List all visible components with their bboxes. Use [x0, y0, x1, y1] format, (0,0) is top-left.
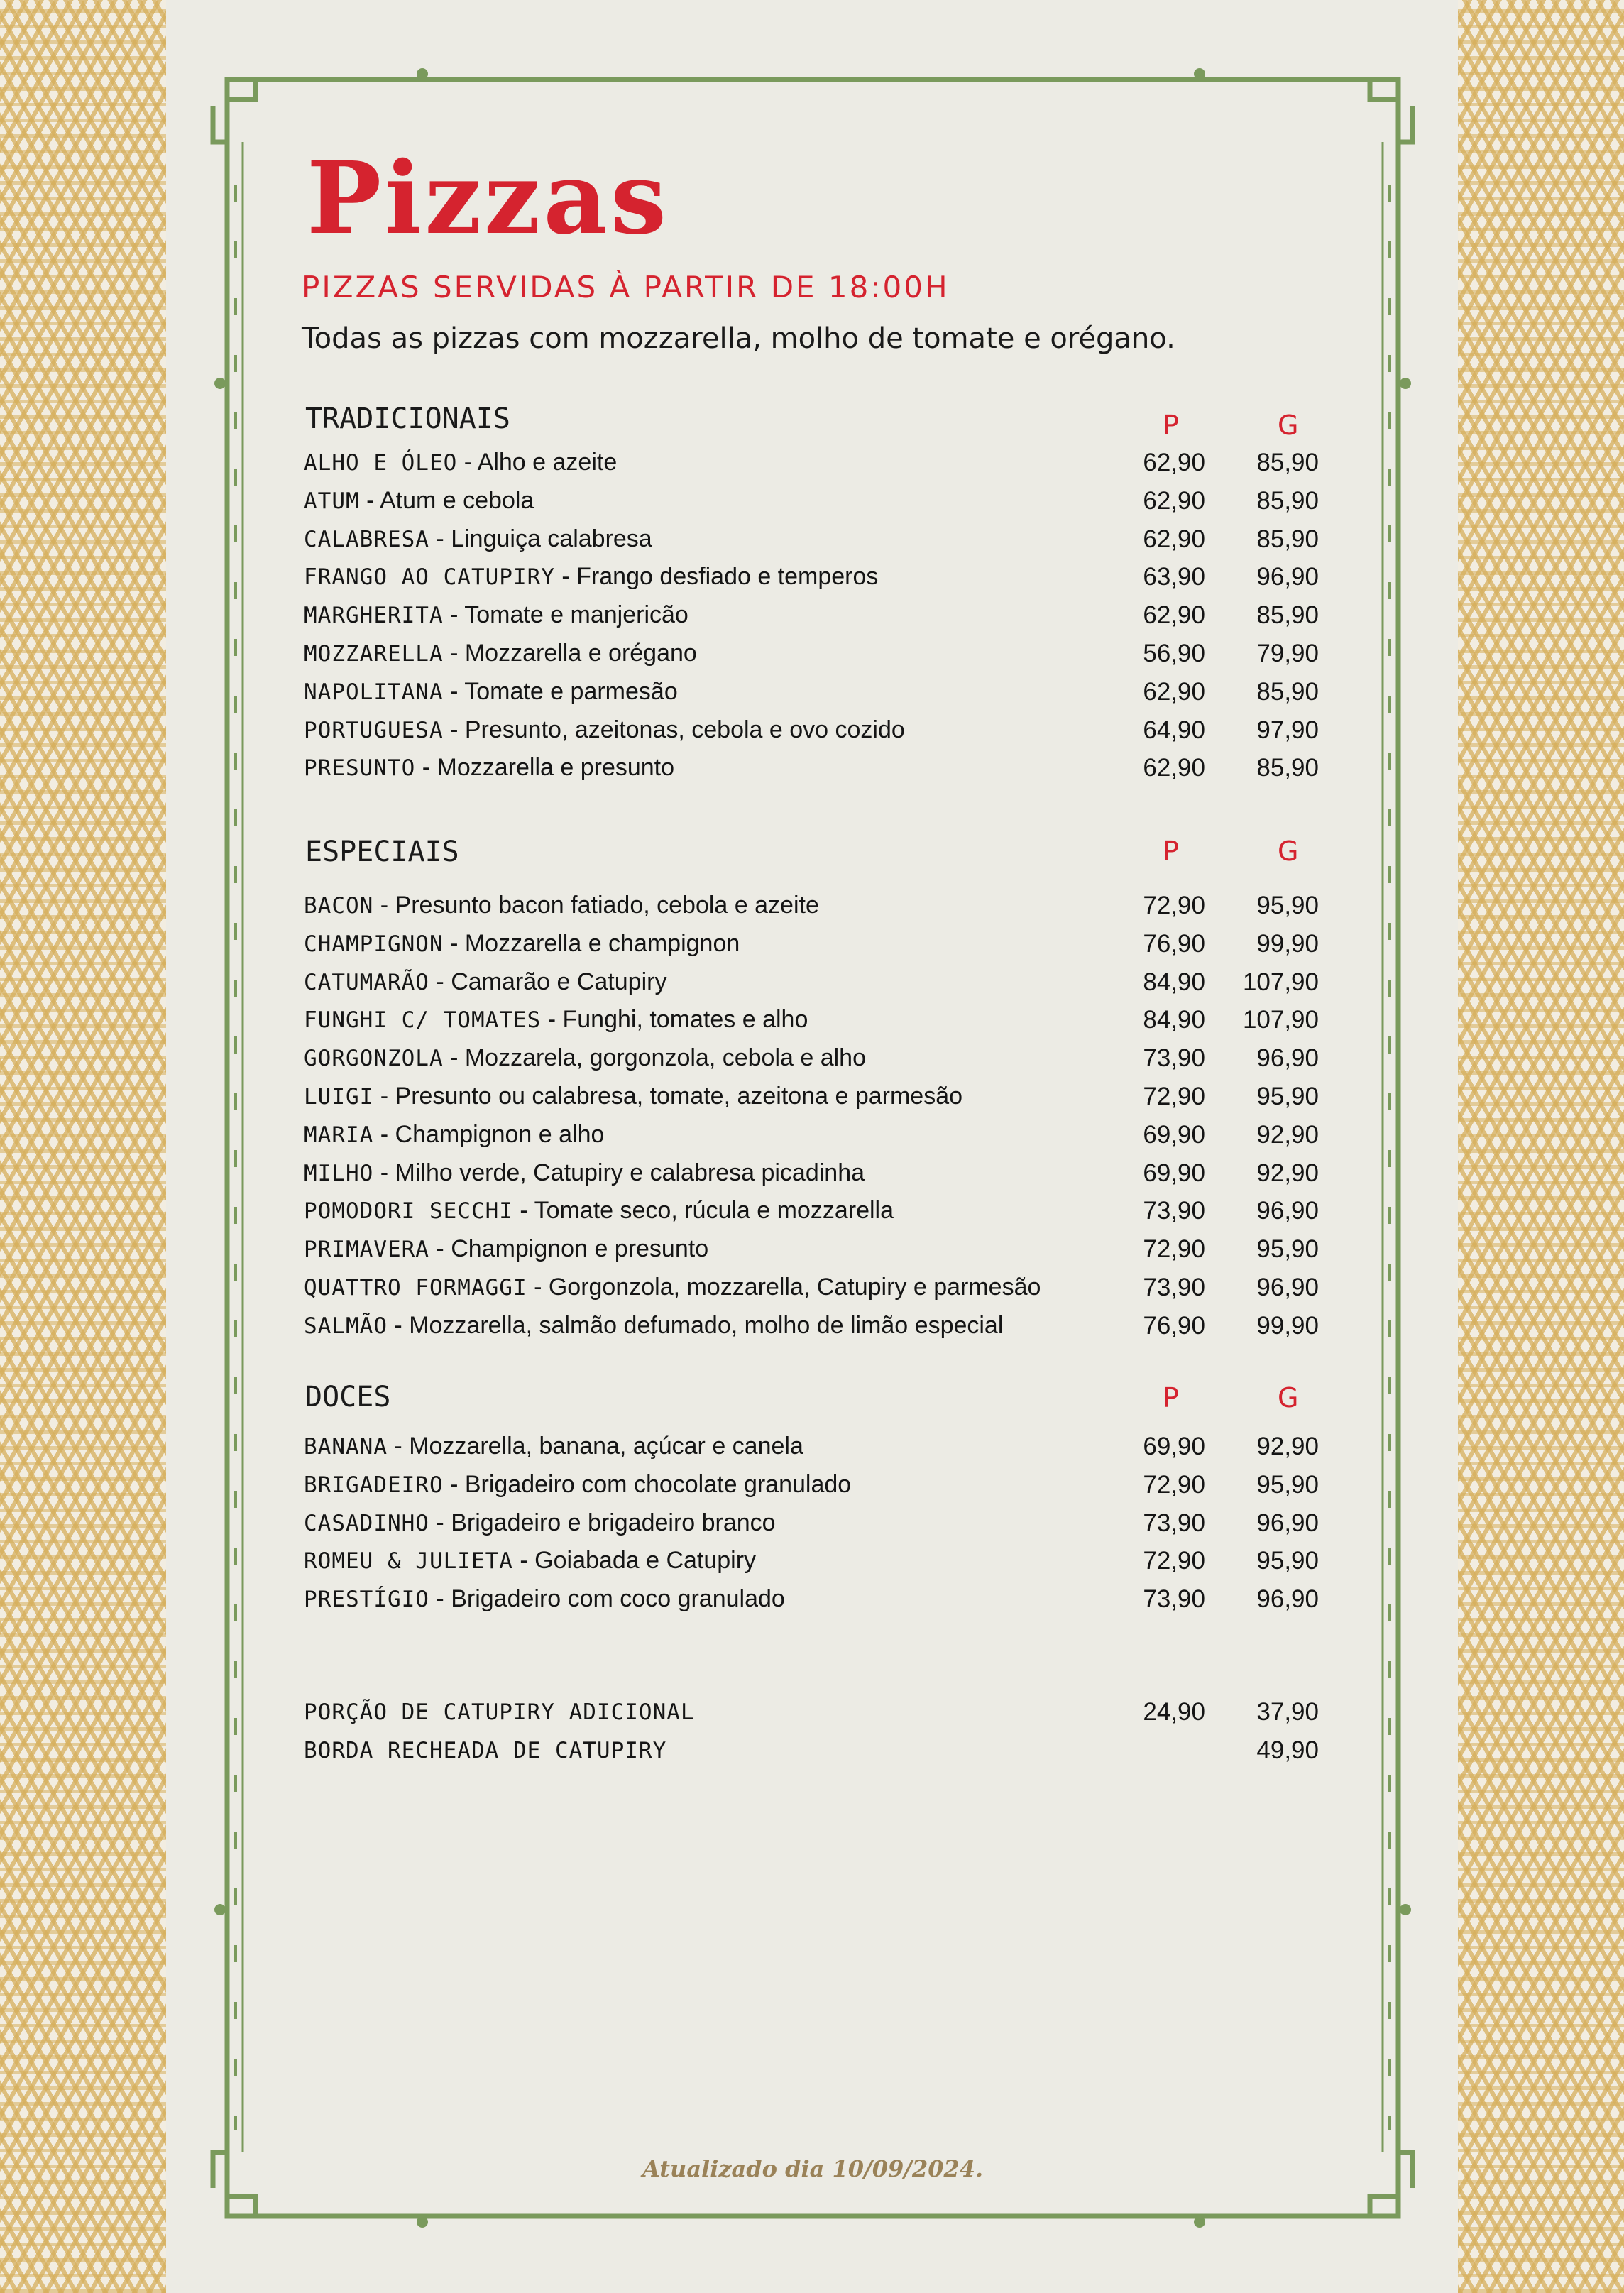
menu-item-text — [304, 1006, 808, 1034]
extra-item-text — [304, 1736, 666, 1764]
menu-item-name: MARIA — [304, 1122, 374, 1148]
extra-price-g: 37,90 — [1256, 1698, 1319, 1726]
menu-item-row — [304, 1433, 1326, 1468]
price-p: 72,90 — [1143, 1470, 1205, 1499]
menu-item-text — [304, 1509, 776, 1537]
price-p: 73,90 — [1143, 1197, 1205, 1225]
price-p: 69,90 — [1143, 1120, 1205, 1149]
price-p: 63,90 — [1143, 563, 1205, 591]
menu-item-row — [304, 1274, 1326, 1309]
price-g: 95,90 — [1256, 1083, 1319, 1110]
price-p: 76,90 — [1143, 1311, 1205, 1340]
menu-item-description: - Mozzarella, banana, açúcar e canela — [387, 1433, 803, 1460]
menu-item-row — [304, 754, 1326, 789]
extra-item-name: PORÇÃO DE CATUPIRY ADICIONAL — [304, 1700, 695, 1725]
menu-item-text — [304, 525, 652, 553]
menu-item-row — [304, 449, 1326, 484]
menu-item-row — [304, 601, 1326, 637]
menu-item-name: PRESUNTO — [304, 755, 416, 782]
menu-item-row — [304, 1121, 1326, 1156]
price-g: 99,90 — [1256, 1311, 1319, 1340]
column-label-p: P — [1163, 836, 1179, 867]
menu-item-row — [304, 563, 1326, 598]
menu-item-description: - Tomate e parmesão — [443, 677, 678, 705]
price-p: 84,90 — [1143, 1006, 1205, 1034]
menu-item-name: PRIMAVERA — [304, 1237, 429, 1263]
page-subtitle: PIZZAS SERVIDAS À PARTIR DE 18:00H — [302, 270, 950, 305]
price-g: 85,90 — [1256, 677, 1319, 706]
price-p: 73,90 — [1143, 1044, 1205, 1073]
price-p: 72,90 — [1143, 1547, 1205, 1575]
menu-item-name: CASADINHO — [304, 1510, 429, 1536]
menu-item-row — [304, 1509, 1326, 1545]
menu-item-description: - Presunto, azeitonas, cebola e ovo cozido — [443, 716, 905, 743]
menu-item-row — [304, 968, 1326, 1004]
menu-item-text — [304, 1471, 851, 1499]
price-p: 73,90 — [1143, 1585, 1205, 1614]
extra-item-row — [304, 1698, 1326, 1734]
menu-item-text — [304, 601, 688, 629]
menu-item-row — [304, 1006, 1326, 1041]
menu-item-text — [304, 1121, 604, 1149]
price-p: 62,90 — [1143, 601, 1205, 630]
price-g: 95,90 — [1256, 1547, 1319, 1575]
price-g: 96,90 — [1256, 1585, 1319, 1614]
price-g: 95,90 — [1256, 1470, 1319, 1499]
price-g: 96,90 — [1256, 1274, 1319, 1301]
menu-item-text — [304, 930, 740, 958]
menu-item-text — [304, 1083, 962, 1110]
menu-item-row — [304, 1585, 1326, 1621]
price-p: 73,90 — [1143, 1274, 1205, 1301]
menu-item-text — [304, 678, 678, 706]
menu-item-text — [304, 1235, 708, 1263]
intro-text: Todas as pizzas com mozzarella, molho de tomate e orégano. — [302, 322, 1175, 355]
menu-item-description: - Presunto ou calabresa, tomate, azeitona e parmesão — [373, 1083, 963, 1110]
menu-item-row — [304, 1312, 1326, 1347]
menu-item-name: BACON — [304, 893, 374, 919]
extra-price-p: 24,90 — [1143, 1698, 1205, 1726]
menu-item-text — [304, 1044, 866, 1072]
menu-item-description: - Tomate e manjericão — [443, 601, 688, 629]
price-p: 69,90 — [1143, 1433, 1205, 1460]
price-g: 97,90 — [1256, 716, 1319, 744]
column-label-g: G — [1278, 1382, 1299, 1413]
price-g: 85,90 — [1256, 486, 1319, 515]
menu-item-text — [304, 1274, 1041, 1301]
section-title: TRADICIONAIS — [305, 403, 510, 435]
menu-item-description: - Presunto bacon fatiado, cebola e azeite — [373, 892, 819, 919]
menu-item-description: - Frango desfiado e temperos — [554, 563, 879, 591]
menu-item-row — [304, 1197, 1326, 1232]
menu-item-text — [304, 640, 697, 667]
price-g: 92,90 — [1256, 1433, 1319, 1460]
menu-item-description: - Gorgonzola, mozzarella, Catupiry e parmesão — [527, 1274, 1041, 1301]
menu-item-text — [304, 1159, 865, 1187]
updated-date: Atualizado dia 10/09/2024. — [642, 2155, 984, 2182]
price-p: 69,90 — [1143, 1159, 1205, 1187]
menu-item-description: - Mozzarella e presunto — [415, 754, 675, 782]
price-g: 92,90 — [1256, 1120, 1319, 1149]
price-g: 95,90 — [1256, 892, 1319, 919]
menu-item-description: - Milho verde, Catupiry e calabresa picadinha — [373, 1159, 865, 1186]
column-label-p: P — [1163, 1382, 1179, 1413]
menu-item-description: - Champignon e presunto — [429, 1235, 709, 1263]
menu-item-row — [304, 1235, 1326, 1271]
price-p: 72,90 — [1143, 892, 1205, 919]
menu-item-text — [304, 1585, 785, 1613]
menu-item-description: - Brigadeiro e brigadeiro branco — [429, 1509, 776, 1536]
extra-item-name: BORDA RECHEADA DE CATUPIRY — [304, 1738, 667, 1763]
price-g: 85,90 — [1256, 601, 1319, 630]
menu-item-description: - Mozzarela, gorgonzola, cebola e alho — [443, 1044, 866, 1072]
price-g: 92,90 — [1256, 1159, 1319, 1187]
menu-item-description: - Goiabada e Catupiry — [512, 1547, 757, 1575]
menu-item-row — [304, 487, 1326, 522]
section-title: DOCES — [305, 1381, 391, 1413]
menu-item-row — [304, 1547, 1326, 1582]
menu-item-name: PRESTÍGIO — [304, 1587, 429, 1613]
menu-item-row — [304, 1471, 1326, 1506]
menu-item-text — [304, 449, 617, 476]
menu-item-description: - Mozzarella e orégano — [443, 640, 697, 667]
menu-item-description: - Mozzarella, salmão defumado, molho de limão especial — [387, 1311, 1004, 1339]
extra-item-text — [304, 1698, 695, 1726]
menu-item-description: - Alho e azeite — [457, 449, 618, 476]
menu-item-name: GORGONZOLA — [304, 1046, 444, 1072]
price-p: 62,90 — [1143, 754, 1205, 782]
menu-item-name: FRANGO AO CATUPIRY — [304, 564, 555, 591]
price-p: 56,90 — [1143, 640, 1205, 667]
menu-item-row — [304, 1159, 1326, 1195]
price-g: 96,90 — [1256, 563, 1319, 591]
menu-item-name: SALMÃO — [304, 1313, 388, 1339]
column-label-g: G — [1278, 410, 1299, 441]
menu-item-text — [304, 716, 905, 744]
menu-item-text — [304, 754, 674, 782]
menu-item-name: QUATTRO FORMAGGI — [304, 1275, 527, 1301]
column-label-p: P — [1163, 410, 1179, 441]
menu-item-name: BRIGADEIRO — [304, 1472, 444, 1498]
price-g: 99,90 — [1256, 929, 1319, 958]
menu-item-description: - Tomate seco, rúcula e mozzarella — [512, 1197, 894, 1225]
menu-item-row — [304, 1044, 1326, 1080]
price-g: 85,90 — [1256, 754, 1319, 782]
column-label-g: G — [1278, 836, 1299, 867]
menu-item-description: - Brigadeiro com chocolate granulado — [443, 1470, 852, 1498]
price-p: 64,90 — [1143, 716, 1205, 744]
menu-item-row — [304, 892, 1326, 927]
price-p: 72,90 — [1143, 1083, 1205, 1110]
menu-item-description: - Camarão e Catupiry — [429, 968, 667, 995]
extra-item-row — [304, 1736, 1326, 1772]
menu-item-text — [304, 892, 819, 919]
price-p: 62,90 — [1143, 677, 1205, 706]
menu-item-text — [304, 563, 878, 591]
menu-item-row — [304, 716, 1326, 752]
menu-item-text — [304, 1197, 894, 1225]
menu-item-row — [304, 1083, 1326, 1118]
price-p: 62,90 — [1143, 449, 1205, 476]
menu-item-description: - Linguiça calabresa — [429, 525, 652, 552]
menu-item-name: ATUM — [304, 488, 360, 514]
price-p: 62,90 — [1143, 486, 1205, 515]
menu-item-description: - Champignon e alho — [373, 1120, 605, 1148]
menu-item-name: BANANA — [304, 1434, 388, 1460]
page-title: Pizzas — [307, 141, 669, 257]
menu-item-name: CATUMARÃO — [304, 969, 429, 995]
price-g: 107,90 — [1242, 1006, 1319, 1034]
menu-item-name: PORTUGUESA — [304, 717, 444, 743]
price-g: 96,90 — [1256, 1509, 1319, 1537]
menu-item-text — [304, 487, 534, 515]
menu-item-name: ROMEU & JULIETA — [304, 1548, 513, 1575]
menu-item-description: - Atum e cebola — [359, 486, 534, 514]
menu-item-text — [304, 1433, 803, 1460]
menu-item-name: MILHO — [304, 1160, 374, 1186]
price-g: 96,90 — [1256, 1197, 1319, 1225]
menu-item-row — [304, 930, 1326, 965]
menu-item-description: - Mozzarella e champignon — [443, 929, 740, 957]
menu-item-name: POMODORI SECCHI — [304, 1198, 513, 1225]
menu-item-row — [304, 640, 1326, 675]
price-g: 85,90 — [1256, 449, 1319, 476]
menu-item-row — [304, 525, 1326, 561]
menu-item-name: FUNGHI C/ TOMATES — [304, 1007, 542, 1034]
menu-item-name: ALHO E ÓLEO — [304, 450, 458, 476]
menu-item-description: - Brigadeiro com coco granulado — [429, 1585, 785, 1613]
section-title: ESPECIAIS — [305, 836, 459, 868]
price-p: 73,90 — [1143, 1509, 1205, 1537]
menu-item-name: MOZZARELLA — [304, 641, 444, 667]
price-p: 62,90 — [1143, 525, 1205, 553]
menu-item-row — [304, 678, 1326, 713]
price-g: 85,90 — [1256, 525, 1319, 553]
price-g: 107,90 — [1242, 968, 1319, 996]
price-p: 72,90 — [1143, 1235, 1205, 1264]
price-g: 95,90 — [1256, 1235, 1319, 1264]
menu-item-text — [304, 968, 666, 996]
menu-item-text — [304, 1312, 1003, 1340]
menu-item-text — [304, 1547, 756, 1575]
price-p: 76,90 — [1143, 929, 1205, 958]
price-g: 96,90 — [1256, 1044, 1319, 1073]
menu-item-name: LUIGI — [304, 1084, 374, 1110]
extra-price-g: 49,90 — [1256, 1736, 1319, 1764]
price-p: 84,90 — [1143, 968, 1205, 996]
menu-item-description: - Funghi, tomates e alho — [541, 1006, 808, 1034]
menu-item-name: CALABRESA — [304, 526, 429, 552]
price-g: 79,90 — [1256, 640, 1319, 667]
menu-item-name: CHAMPIGNON — [304, 931, 444, 957]
menu-item-name: MARGHERITA — [304, 603, 444, 629]
menu-item-name: NAPOLITANA — [304, 679, 444, 705]
